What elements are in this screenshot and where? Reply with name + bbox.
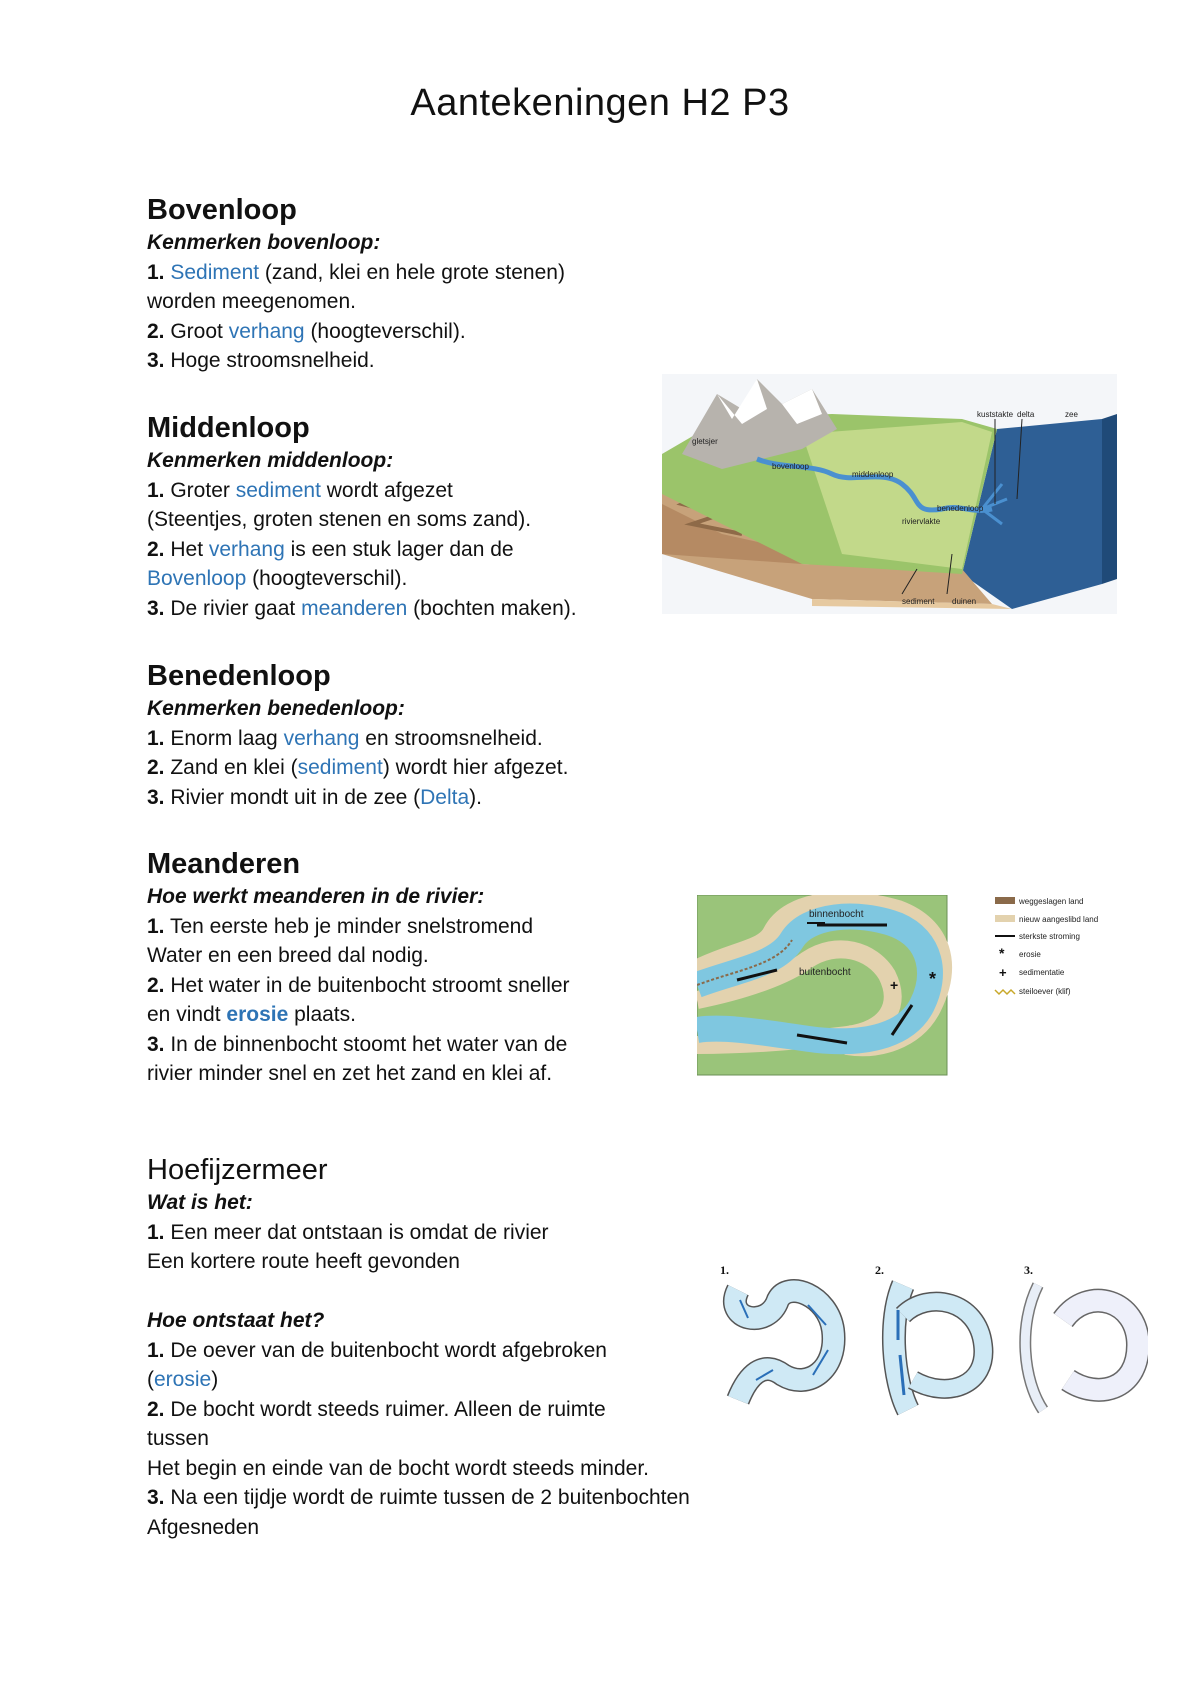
label-delta: delta: [1017, 410, 1035, 419]
label-duinen: duinen: [952, 597, 977, 606]
label-sediment: sediment: [902, 597, 935, 606]
label-rivierviakte: riviervlakte: [902, 517, 941, 526]
meander-figure: [697, 895, 1107, 1080]
subheading: Hoe werkt meanderen in de rivier:: [147, 885, 485, 908]
list-item: 1. De oever van de buitenbocht wordt afgebroken: [147, 1338, 607, 1362]
list-item: 3. Rivier mondt uit in de zee (Delta).: [147, 785, 482, 809]
list-item: 1. Groter sediment wordt afgezet: [147, 478, 453, 502]
label-gletsjer: gletsjer: [692, 437, 718, 446]
label-binnenbocht: binnenbocht: [809, 909, 864, 920]
subheading: Kenmerken benedenloop:: [147, 697, 405, 720]
list-item: 1. Sediment (zand, klei en hele grote stenen): [147, 260, 565, 284]
list-item: 1. Een meer dat ontstaan is omdat de rivier: [147, 1220, 549, 1244]
heading-middenloop: Middenloop: [147, 412, 310, 444]
legend-5: sedimentatie: [1019, 968, 1065, 977]
subheading: Wat is het:: [147, 1191, 253, 1214]
subheading: Kenmerken middenloop:: [147, 449, 394, 472]
list-item: 3. De rivier gaat meanderen (bochten maken).: [147, 596, 577, 620]
asterisk-marker: *: [929, 969, 937, 989]
label-middenloop: middenloop: [852, 470, 894, 479]
list-item: 3. Hoge stroomsnelheid.: [147, 349, 375, 372]
list-item-cont: (erosie): [147, 1368, 219, 1391]
section-hoefijzermeer: [147, 1152, 690, 1542]
list-item-cont: worden meegenomen.: [147, 290, 356, 313]
list-item-cont: Bovenloop (hoogteverschil).: [147, 567, 408, 590]
svg-text:*: *: [999, 945, 1005, 961]
list-item-cont: tussen: [147, 1427, 209, 1450]
plus-marker: +: [890, 977, 899, 993]
legend-6: steiloever (klif): [1019, 987, 1071, 996]
heading-hoefijzermeer: Hoefijzermeer: [147, 1154, 328, 1186]
step-2-label: 2.: [875, 1263, 884, 1277]
section-benedenloop: [147, 658, 568, 812]
label-kuststakte: kuststakte: [977, 410, 1014, 419]
oxbow-figure: [718, 1260, 1148, 1430]
label-bovenloop: bovenloop: [772, 462, 809, 471]
step-1-label: 1.: [720, 1263, 729, 1277]
list-item-cont: rivier minder snel en zet het zand en klei af.: [147, 1062, 553, 1085]
list-item: 2. Het water in de buitenbocht stroomt sneller: [147, 973, 570, 997]
label-buitenbocht: buitenbocht: [799, 967, 851, 978]
list-item-cont: Een kortere route heeft gevonden: [147, 1250, 460, 1273]
list-item: 3. Na een tijdje wordt de ruimte tussen de 2 buitenbochten: [147, 1486, 690, 1509]
heading-benedenloop: Benedenloop: [147, 660, 331, 692]
page-title: Aantekeningen H2 P3: [410, 82, 790, 124]
list-item: 1. Ten eerste heb je minder snelstromend: [147, 914, 533, 938]
list-item-cont: Afgesneden: [147, 1515, 260, 1539]
section-middenloop: [147, 410, 577, 623]
list-item: 2. De bocht wordt steeds ruimer. Alleen de ruimte: [147, 1397, 606, 1421]
legend-1: weggeslagen land: [1019, 897, 1084, 906]
section-meanderen: [147, 846, 570, 1089]
list-item: 2. Zand en klei (sediment) wordt hier afgezet.: [147, 756, 569, 779]
list-item: 1. Enorm laag verhang en stroomsnelheid.: [147, 726, 543, 750]
legend-4: erosie: [1019, 950, 1041, 959]
spacer: [147, 1277, 690, 1307]
river-course-figure: [662, 374, 1117, 614]
legend-3: sterkste stroming: [1019, 932, 1080, 941]
list-item-cont: Het begin en einde van de bocht wordt steeds minder.: [147, 1456, 649, 1480]
list-item: 3. In de binnenbocht stoomt het water van de: [147, 1032, 568, 1056]
subheading: Hoe ontstaat het?: [147, 1309, 325, 1332]
list-item: 2. Het verhang is een stuk lager dan de: [147, 537, 514, 561]
list-item-cont: en vindt erosie plaats.: [147, 1003, 356, 1026]
list-item: 2. Groot verhang (hoogteverschil).: [147, 319, 466, 343]
label-zee: zee: [1065, 410, 1078, 419]
legend-2: nieuw aangeslibd land: [1019, 915, 1099, 924]
subheading: Kenmerken bovenloop:: [147, 231, 381, 254]
section-bovenloop: [147, 192, 565, 376]
step-3-label: 3.: [1024, 1263, 1033, 1277]
heading-bovenloop: Bovenloop: [147, 194, 297, 226]
label-benedenloop: benedenloop: [937, 504, 984, 513]
list-item-cont: (Steentjes, groten stenen en soms zand).: [147, 508, 532, 531]
list-item-cont: Water en een breed dal nodig.: [147, 944, 429, 967]
heading-meanderen: Meanderen: [147, 848, 301, 880]
svg-text:+: +: [999, 965, 1007, 980]
